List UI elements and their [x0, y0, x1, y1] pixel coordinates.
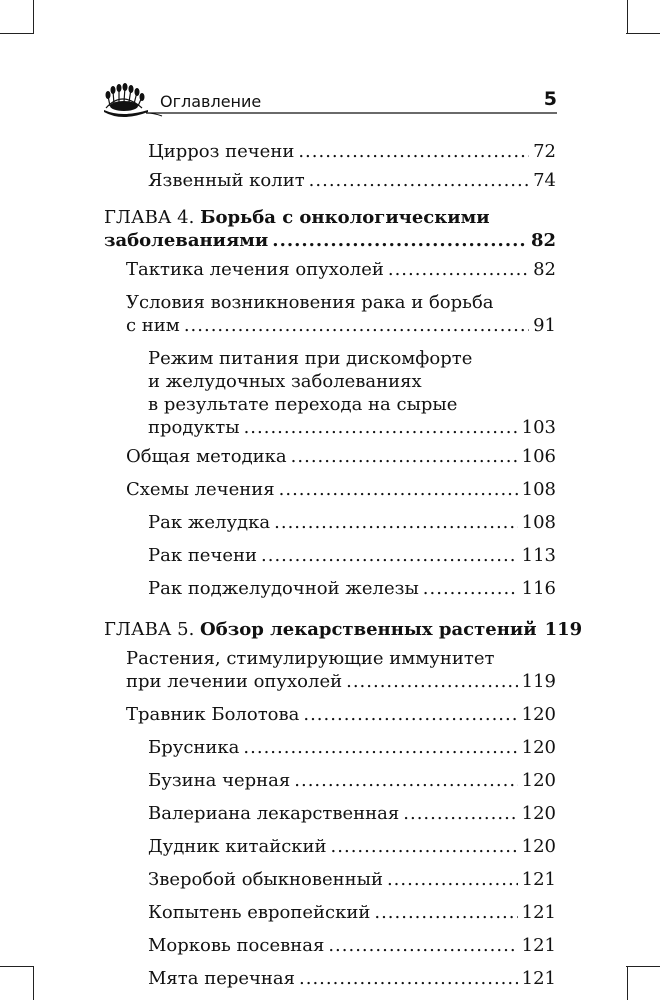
- toc-page-number: 120: [521, 704, 556, 725]
- crop-mark: [33, 966, 34, 1000]
- toc-entry[interactable]: [104, 835, 556, 858]
- crop-mark: [33, 0, 34, 34]
- toc-entry[interactable]: [104, 769, 556, 792]
- toc-entry-line: Режим питания при дискомфорте: [148, 348, 473, 369]
- toc-entry-title: продукты: [148, 417, 240, 438]
- toc-page-number: 72: [533, 141, 556, 162]
- toc-page-number: 108: [521, 479, 556, 500]
- page-header: [102, 82, 557, 122]
- page-number: 5: [543, 88, 557, 110]
- dot-leader: [403, 802, 517, 825]
- chapter-title: Обзор лекарственных растений: [200, 619, 537, 640]
- chapter-heading-line: [104, 206, 556, 229]
- toc-entry-line: Условия возникновения рака и борьба: [126, 292, 494, 313]
- crop-mark: [0, 33, 34, 34]
- toc-entry-line: Растения, стимулирующие иммунитет: [126, 648, 495, 669]
- toc-entry[interactable]: [104, 140, 556, 163]
- toc-entry[interactable]: [104, 291, 556, 337]
- toc-entry[interactable]: [104, 577, 556, 600]
- toc-entry[interactable]: [104, 868, 556, 891]
- dot-leader: [309, 169, 529, 192]
- toc-entry[interactable]: [104, 544, 556, 567]
- toc-entry[interactable]: [104, 511, 556, 534]
- toc-page-number: 120: [521, 836, 556, 857]
- toc-page-number: 108: [521, 512, 556, 533]
- dot-leader: [184, 314, 529, 337]
- toc-entry[interactable]: [104, 445, 556, 468]
- toc-entry[interactable]: [104, 901, 556, 924]
- running-title: Оглавление: [160, 92, 262, 111]
- toc-page-number: 82: [533, 259, 556, 280]
- dot-leader: [387, 868, 518, 891]
- toc-entry-title: Рак поджелудочной железы: [148, 578, 419, 599]
- dot-leader: [346, 670, 518, 693]
- crop-mark: [627, 966, 628, 1000]
- toc-entry-title: с ним: [126, 315, 180, 336]
- toc-entry-line: в результате перехода на сырые: [148, 394, 458, 415]
- dot-leader: [243, 736, 517, 759]
- dot-leader: [331, 835, 518, 858]
- dot-leader: [261, 544, 518, 567]
- toc-entry-title: [104, 618, 541, 641]
- dot-leader: [279, 478, 518, 501]
- toc-entry-title: Язвенный колит: [148, 170, 305, 191]
- toc-entry[interactable]: [104, 169, 556, 192]
- crop-mark: [626, 33, 660, 34]
- toc-entry-title: Цирроз печени: [148, 141, 295, 162]
- toc-entry[interactable]: [104, 647, 556, 693]
- toc-entry-title: Травник Болотова: [126, 704, 300, 725]
- toc-entry-title: Схемы лечения: [126, 479, 275, 500]
- toc-page-number: 121: [521, 869, 556, 890]
- chapter-title-line: Борьба с онкологическими: [200, 207, 490, 228]
- toc-entry-title: Морковь посевная: [148, 935, 325, 956]
- toc-entry[interactable]: [104, 802, 556, 825]
- toc-entry-title: Копытень европейский: [148, 902, 371, 923]
- toc-entry[interactable]: [104, 478, 556, 501]
- table-of-contents: [104, 140, 583, 996]
- dot-leader: [299, 967, 518, 990]
- toc-entry-title: Рак печени: [148, 545, 258, 566]
- toc-entry[interactable]: [104, 967, 556, 990]
- toc-entry[interactable]: [104, 736, 556, 759]
- toc-page-number: 120: [521, 803, 556, 824]
- toc-entry-title: Мята перечная: [148, 968, 296, 989]
- toc-page-number: 120: [521, 770, 556, 791]
- dot-leader: [388, 258, 529, 281]
- toc-page-number: 74: [533, 170, 556, 191]
- crop-mark: [626, 966, 660, 967]
- toc-page-number: 103: [521, 417, 556, 438]
- dot-leader: [291, 445, 518, 468]
- toc-entry-title: Рак желудка: [148, 512, 271, 533]
- toc-page-number: 116: [521, 578, 556, 599]
- toc-entry-title: заболеваниями: [104, 230, 269, 251]
- toc-entry-title: Бузина черная: [148, 770, 291, 791]
- dot-leader: [294, 769, 517, 792]
- crop-mark: [627, 0, 628, 34]
- dot-leader: [303, 703, 517, 726]
- toc-page-number: 82: [530, 230, 556, 251]
- toc-page-number: 121: [521, 902, 556, 923]
- toc-entry[interactable]: [104, 703, 556, 726]
- toc-page-number: 121: [521, 935, 556, 956]
- toc-entry-title: Зверобой обыкновенный: [148, 869, 383, 890]
- toc-entry[interactable]: [104, 934, 556, 957]
- toc-entry-title: при лечении опухолей: [126, 671, 343, 692]
- toc-chapter-entry[interactable]: [104, 206, 556, 252]
- dot-leader: [244, 416, 518, 439]
- toc-page-number: 113: [521, 545, 556, 566]
- dot-leader: [423, 577, 518, 600]
- toc-page-number: 91: [533, 315, 556, 336]
- dot-leader: [328, 934, 517, 957]
- toc-entry[interactable]: [104, 258, 556, 281]
- dot-leader: [272, 229, 527, 252]
- dot-leader: [274, 511, 518, 534]
- chapter-prefix: ГЛАВА 4.: [104, 207, 195, 228]
- toc-page-number: 120: [521, 737, 556, 758]
- crop-mark: [0, 966, 34, 967]
- dot-leader: [374, 901, 517, 924]
- toc-entry-line: и желудочных заболеваниях: [148, 371, 422, 392]
- toc-entry-title: Дудник китайский: [148, 836, 327, 857]
- toc-page-number: 121: [521, 968, 556, 989]
- toc-entry-title: Брусника: [148, 737, 240, 758]
- dot-leader: [298, 140, 529, 163]
- toc-chapter-entry[interactable]: [104, 618, 583, 641]
- toc-entry-title: Общая методика: [126, 446, 287, 467]
- toc-entry-title: Тактика лечения опухолей: [126, 259, 384, 280]
- toc-page-number: 119: [521, 671, 556, 692]
- toc-page-number: 119: [544, 619, 583, 640]
- toc-entry[interactable]: [104, 347, 556, 439]
- toc-entry-title: Валериана лекарственная: [148, 803, 400, 824]
- toc-page-number: 106: [521, 446, 556, 467]
- chapter-prefix: ГЛАВА 5.: [104, 619, 201, 640]
